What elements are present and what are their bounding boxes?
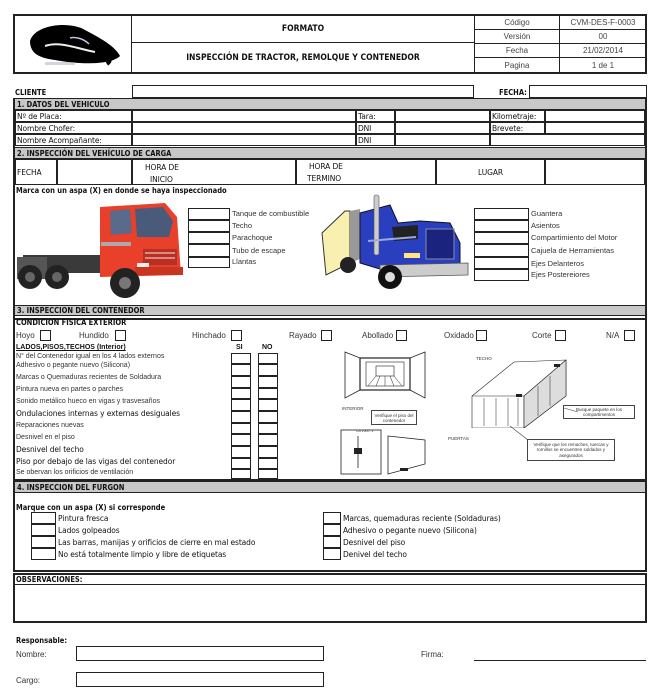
callout-package: Busque paquete en los compartimentos [563,405,635,419]
meta-value-version: 00 [560,30,646,44]
meta-label-pagina: Pagina [475,58,560,72]
meta-value-pagina: 1 de 1 [591,60,615,70]
checkbox-asientos[interactable] [474,220,529,232]
logo [15,16,132,72]
name-input[interactable] [76,646,324,661]
signature-line[interactable] [474,660,646,661]
interior-label: INTERIOR [342,406,364,411]
furgon-item-label: Las barras, manijas y orificios de cierre en mal estado [58,538,256,547]
red-tractor-image [15,197,185,305]
tara-input[interactable] [395,110,490,122]
meta-value-codigo: CVM-DES-F-0003 [560,16,646,30]
cargo-label: Cargo: [16,676,41,685]
tractor-item-label: Tanque de combustible [232,209,310,218]
no-checkbox[interactable] [258,458,278,469]
checkbox-llantas[interactable] [188,257,230,268]
interior-item-label: Desnivel en el piso [16,434,75,441]
acompanante-label: Nombre Acompañante: [15,134,132,146]
blue-truck-icon [320,193,470,291]
checkbox-abollado[interactable] [396,330,407,341]
meta-label-codigo: Código [475,16,560,30]
furgon-item-label: Lados golpeados [58,526,120,535]
furgon-item-label: Denivel del techo [343,550,407,559]
meta-label-fecha: Fecha [475,44,560,58]
si-checkbox[interactable] [231,353,251,364]
checkbox-tanque[interactable] [188,208,230,220]
checkbox-cajuela[interactable] [474,244,529,257]
lugar-input[interactable] [545,159,645,185]
checkbox-ejes-posteriores[interactable] [474,269,529,281]
truck-item-label: Ejes Delanteros [531,259,584,268]
callout-leader-lines [400,390,600,450]
fecha-label: FECHA [15,159,57,185]
condition-label: Rayado [289,331,317,340]
furgon-right-checklist [323,512,553,560]
truck-item-label: Cajuela de Herramientas [531,246,614,255]
no-checkbox[interactable] [258,469,278,479]
no-checkbox[interactable] [258,353,278,364]
tractor-item-label: Tubo de escape [232,246,286,255]
furgon-left-checklist [31,512,291,560]
checkbox-adhesivo[interactable] [323,524,341,536]
no-checkbox[interactable] [258,434,278,446]
checkbox-lados-golpeados[interactable] [31,524,56,536]
no-checkbox[interactable] [258,376,278,388]
form-main-title: INSPECCIÓN DE TRACTOR, REMOLQUE Y CONTENEDOR [186,52,420,63]
inspection-time-row [15,159,645,185]
checkbox-hundido[interactable] [115,330,126,341]
si-checkbox[interactable] [231,434,251,446]
brevete-label: Brevete: [490,122,545,134]
section2-instruction: Marca con un aspa (X) en donde se haya inspeccionado [16,186,227,195]
techo-label: TECHO [476,356,492,361]
si-checkbox[interactable] [231,469,251,479]
si-checkbox[interactable] [231,458,251,469]
condition-label: Hoyo [16,331,35,340]
interior-item-label: Adhesivo o pegante nuevo (Silicona) [16,362,131,369]
form-type-title: FORMATO [132,16,474,43]
checkbox-parachoque[interactable] [188,232,230,244]
callout-rivets: Verifique que los remaches, tuercas y tornillos se encuentren soldados y asegurados [527,439,615,461]
si-checkbox[interactable] [231,376,251,388]
puertas-label: PUERTAS [448,436,469,441]
kilometraje-input[interactable] [545,110,645,122]
container-code-label: CA 1000 -1 [356,429,374,433]
scribble-logo-icon [15,16,132,72]
chofer-label: Nombre Chofer: [15,122,132,134]
interior-item-label: Se obervan los orificios de ventilación [16,469,134,476]
no-checkbox[interactable] [258,446,278,458]
section4-instruction: Marque con un aspa (X) si corresponde [16,503,166,512]
no-checkbox[interactable] [258,411,278,423]
checkbox-tubo-escape[interactable] [188,244,230,257]
observations-input[interactable] [15,586,645,621]
placa-input[interactable] [132,110,356,122]
interior-item-label: N° del Contenedor igual en los 4 lados externos [16,353,165,360]
observations-label: OBSERVACIONES: [15,574,645,585]
checkbox-oxidado[interactable] [476,330,487,341]
section4-title: 4. INSPECCION DEL FURGON [15,482,645,493]
chofer-dni-input[interactable] [395,122,490,134]
no-header: NO [262,344,273,351]
condition-label: N/A [606,331,620,340]
checkbox-rayado[interactable] [321,330,332,341]
interior-item-label: Desnivel del techo [16,445,84,454]
cargo-input[interactable] [76,672,324,687]
chofer-dni-label: DNI [356,122,395,134]
empty-cell [490,134,645,146]
section3-title: 3. INSPECCION DEL CONTENEDOR [15,306,645,316]
tara-label: Tara: [356,110,395,122]
interior-item-label: Pintura nueva en partes o parches [16,386,124,393]
truck-item-label: Asientos [531,221,560,230]
si-checkbox[interactable] [231,446,251,458]
no-checkbox[interactable] [258,423,278,434]
kilometraje-label: Kilometraje: [490,110,545,122]
furgon-item-label: No está totalmente limpio y libre de etiquetas [58,550,227,559]
acompanante-dni-label: DNI [356,134,395,146]
acompanante-input[interactable] [132,134,356,146]
si-checkbox[interactable] [231,411,251,423]
client-label: CLIENTE [15,87,47,97]
lugar-label: LUGAR [436,159,545,185]
chofer-input[interactable] [132,122,356,134]
interior-checklist [15,353,285,479]
placa-label: Nº de Placa: [15,110,132,122]
tractor-item-label: Llantas [232,257,257,266]
si-checkbox[interactable] [231,364,251,376]
truck-item-label: Compartimiento del Motor [531,233,618,242]
responsible-label: Responsable: [16,636,68,645]
section3-subtitle: CONDICION FISICA EXTERIOR [16,317,127,327]
red-tractor-icon [15,197,185,305]
interior-item-label: Reparaciones nuevas [16,422,84,429]
section1-title: 1. DATOS DEL VEHICULO [15,99,645,110]
checkbox-hoyo[interactable] [40,330,51,341]
tractor-checklist [188,208,328,268]
interior-item-label: Piso por debajo de las vigas del contenedor [16,457,176,466]
no-checkbox[interactable] [258,388,278,399]
callout-floor: Verifique el piso del contenedor [371,410,417,425]
client-date-label: FECHA: [499,87,527,97]
truck-item-label: Guantera [531,209,563,218]
client-date-input[interactable] [529,85,647,98]
acompanante-dni-input[interactable] [395,134,490,146]
fecha-input[interactable] [57,159,132,185]
si-header: SI [236,344,243,351]
si-checkbox[interactable] [231,388,251,399]
checkbox-pintura-fresca[interactable] [31,512,56,524]
vehicle-data-table [15,110,645,147]
no-checkbox[interactable] [258,399,278,411]
condition-label: Hinchado [192,331,226,340]
firma-label: Firma: [421,650,444,659]
checkbox-desnivel-techo[interactable] [323,548,341,560]
client-input[interactable] [132,85,474,98]
section2-title: 2. INSPECCIÓN DEL VEHÍCULO DE CARGA [15,147,645,159]
furgon-item-label: Adhesivo o pegante nuevo (Silicona) [343,526,477,535]
tractor-item-label: Parachoque [232,233,273,242]
condition-label: Hundido [79,331,109,340]
condition-label: Oxidado [444,331,474,340]
hora-inicio-label: HORA DE INICIO [132,159,296,185]
checkbox-no-limpio[interactable] [31,548,56,560]
checkbox-compartimiento-motor[interactable] [474,232,529,244]
no-checkbox[interactable] [258,364,278,376]
truck-checklist [474,208,644,282]
exterior-conditions-row [15,329,645,343]
interior-item-label: Marcas o Quemaduras recientes de Soldadura [16,374,162,381]
checkbox-desnivel-piso[interactable] [323,536,341,548]
checkbox-barras-manijas[interactable] [31,536,56,548]
condition-label: Abollado [362,331,394,340]
interior-item-label: Ondulaciones internas y externas desiguales [16,409,180,418]
furgon-item-label: Pintura fresca [58,514,109,523]
meta-table [474,16,645,72]
meta-value-fecha: 21/02/2014 [560,44,646,58]
hora-termino-label: HORA DE TERMINO [296,159,436,185]
checkbox-ejes-delanteros[interactable] [474,257,529,269]
si-checkbox[interactable] [231,399,251,411]
furgon-item-label: Marcas, quemaduras reciente (Soldaduras) [343,514,501,523]
checkbox-na[interactable] [624,330,635,341]
checkbox-marcas-quemaduras[interactable] [323,512,341,524]
truck-item-label: Ejes Postereiores [531,270,590,279]
interior-item-label: Sonido metálico hueco en vigas y trasvesaños [16,398,160,405]
si-checkbox[interactable] [231,423,251,434]
furgon-item-label: Desnivel del piso [343,538,406,547]
checkbox-techo[interactable] [188,220,230,232]
checkbox-hinchado[interactable] [231,330,242,341]
checkbox-corte[interactable] [555,330,566,341]
blue-truck-image [320,193,470,291]
checkbox-guantera[interactable] [474,208,529,220]
brevete-input[interactable] [545,122,645,134]
tractor-item-label: Techo [232,221,253,230]
meta-label-version: Versión [475,30,560,44]
interior-title: LADOS,PISOS,TECHOS (Interior) [16,344,126,351]
name-label: Nombre: [16,650,47,659]
condition-label: Corte [532,331,552,340]
